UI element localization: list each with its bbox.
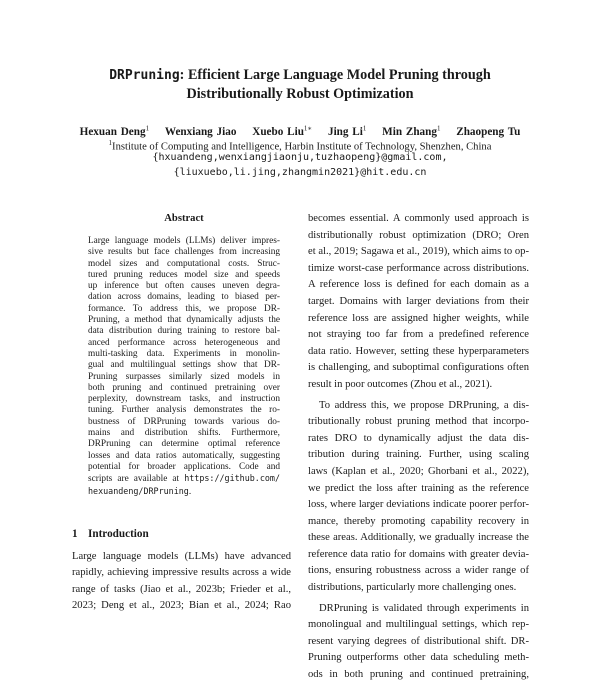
body-line: resent varying degrees of distributional shift. DR- [308,635,529,647]
right-column-body [308,211,529,684]
body-line: Pruning outperforms other data scheduling meth- [308,652,529,664]
body-line: timize worst-case performance across distributions. [308,262,529,274]
abstract-line: losses and data ratios automatically, suggesting [88,450,280,461]
abstract-line: tured pruning reduces model size and speeds [88,269,280,280]
abstract-line: both pruning and continued pretraining over [88,382,280,393]
body-line: et al., 2019; Sagawa et al., 2019), which aims to op- [308,246,529,258]
author: Hexuan Deng$^1$ [79,124,150,138]
body-line: mance, thereby promoting capability recovery in [308,515,529,527]
body-line: data ratio. However, setting these hyperparameters [308,345,529,357]
title-code-name: DRPruning [109,68,180,83]
author-emails [0,150,600,180]
abstract-line: up inference but often causes uneven degra- [88,281,280,292]
abstract-body [88,236,280,498]
body-line: target. Domains with larger deviations from their [308,295,529,307]
abstract-line: model sizes and computational costs. Struc- [88,258,280,269]
body-line: reference data ratio for domains with greater devia- [308,548,529,560]
body-line: result in poor outcomes (Zhou et al., 2021). [308,378,493,390]
abstract-heading: Abstract [164,213,204,224]
abstract-line: sive results but face challenges from increasing [88,247,280,258]
author: Wenxiang Jiao [164,125,237,138]
section-heading-introduction [72,528,149,540]
abstract-line: scripts are available at https://github.com/ [88,473,280,485]
body-line: rates DRO to dynamically adjust the data dis- [308,432,529,444]
body-line: these areas. Additionally, we gradually increase the [308,532,529,544]
email-line[interactable]: {hxuandeng,wenxiangjiaonju,tuzhaopeng}@gmail.com, [152,152,448,163]
code-link[interactable]: hexuandeng/DRPruning [88,485,189,496]
email-line[interactable]: {liuxuebo,li.jing,zhangmin2021}@hit.edu.cn [173,167,427,178]
paper-title [0,66,600,103]
body-line: is challenging, and suboptimal configurations often [308,362,529,374]
body-line: range of tasks (Jiao et al., 2023b; Frieder et al., [72,583,291,595]
body-line: not straying too far from a predefined reference [308,329,529,341]
body-line: Large language models (LLMs) have advanced [72,551,291,562]
body-line: tribution during training. Further, using scaling [308,449,529,461]
author: Zhaopeng Tu [456,125,521,138]
title-line-1-rest: : Efficient Large Language Model Pruning through [179,67,491,83]
body-line: we predict the loss after training as the reference [308,482,529,494]
author: Xuebo Liu$^{1∗}$ [252,124,313,138]
body-line: To address this, we propose DRPruning, a dis- [319,399,529,411]
introduction-body [72,549,291,615]
title-line-2: Distributionally Robust Optimization [186,86,414,102]
body-line: laws (Kaplan et al., 2020; Ghorbani et al., 2022), [308,465,529,477]
abstract-line: multi-tasking data. Experiments in monolin- [88,348,280,359]
abstract-line: Pruning surpasses similarly sized models in [88,371,280,382]
body-line: tions, ensuring robustness across a wider range of [308,565,529,577]
abstract-line: tuning. Further analysis demonstrates the ro- [88,405,280,416]
abstract-line: Large language models (LLMs) deliver impres- [88,236,280,246]
abstract-line: mains and distribution shifts. Furthermore, [88,428,280,439]
body-line: tributionally robust pruning method that incorpo- [308,416,529,428]
body-line: A reference loss is defined for each domain as a [308,279,529,291]
abstract-line: perplexity, downstream tasks, and instruction [88,394,280,405]
body-line: reference loss are assigned higher weights, while [308,312,529,324]
section-title: Introduction [88,528,149,540]
body-line: distributions, particularly more challenging ones. [308,582,517,594]
body-line: distributionally robust optimization (DRO; Oren [308,229,529,241]
abstract-line: DRPruning can determine optimal reference [88,439,280,450]
body-line: 2023; Deng et al., 2023; Bian et al., 2024; Rao [72,600,291,612]
body-line: loss, where larger deviations indicate poorer perfor- [308,499,529,511]
body-line: monolingual and multilingual settings, which rep- [308,619,529,631]
abstract-line: formance. To address this, we propose DR- [88,303,280,314]
abstract-line: dation across domains, leading to biased per- [88,292,280,303]
abstract-line: anced performance across heterogeneous and [88,337,280,348]
affiliation: $^1$Institute of Computing and Intelligence, Harbin Institute of Technology, Shenzhen, China [108,139,492,153]
body-line: rapidly, achieving impressive results across a wide [72,567,291,579]
abstract-line: Pruning, a method that dynamically adjusts the [88,315,280,326]
section-number: 1 [72,528,78,540]
body-line: ods in both pruning and continued pretraining, [308,669,529,681]
abstract-line: gual and multilingual settings show that DR- [88,360,280,371]
body-line: DRPruning is validated through experiments in [319,602,529,614]
body-line: becomes essential. A commonly used approach is [308,213,529,224]
abstract-line: bustness of DRPruning towards various do- [88,416,280,427]
code-link[interactable]: https://github.com/ [184,473,280,484]
author: Min Zhang$^1$ [382,124,441,138]
abstract-line: potential for broader applications. Code and [88,461,280,472]
author: Jing Li$^1$ [327,124,367,138]
abstract-line: hexuandeng/DRPruning. [88,485,192,497]
title-line-1 [0,66,600,85]
abstract-line: data distribution during training to restore bal- [88,326,280,337]
